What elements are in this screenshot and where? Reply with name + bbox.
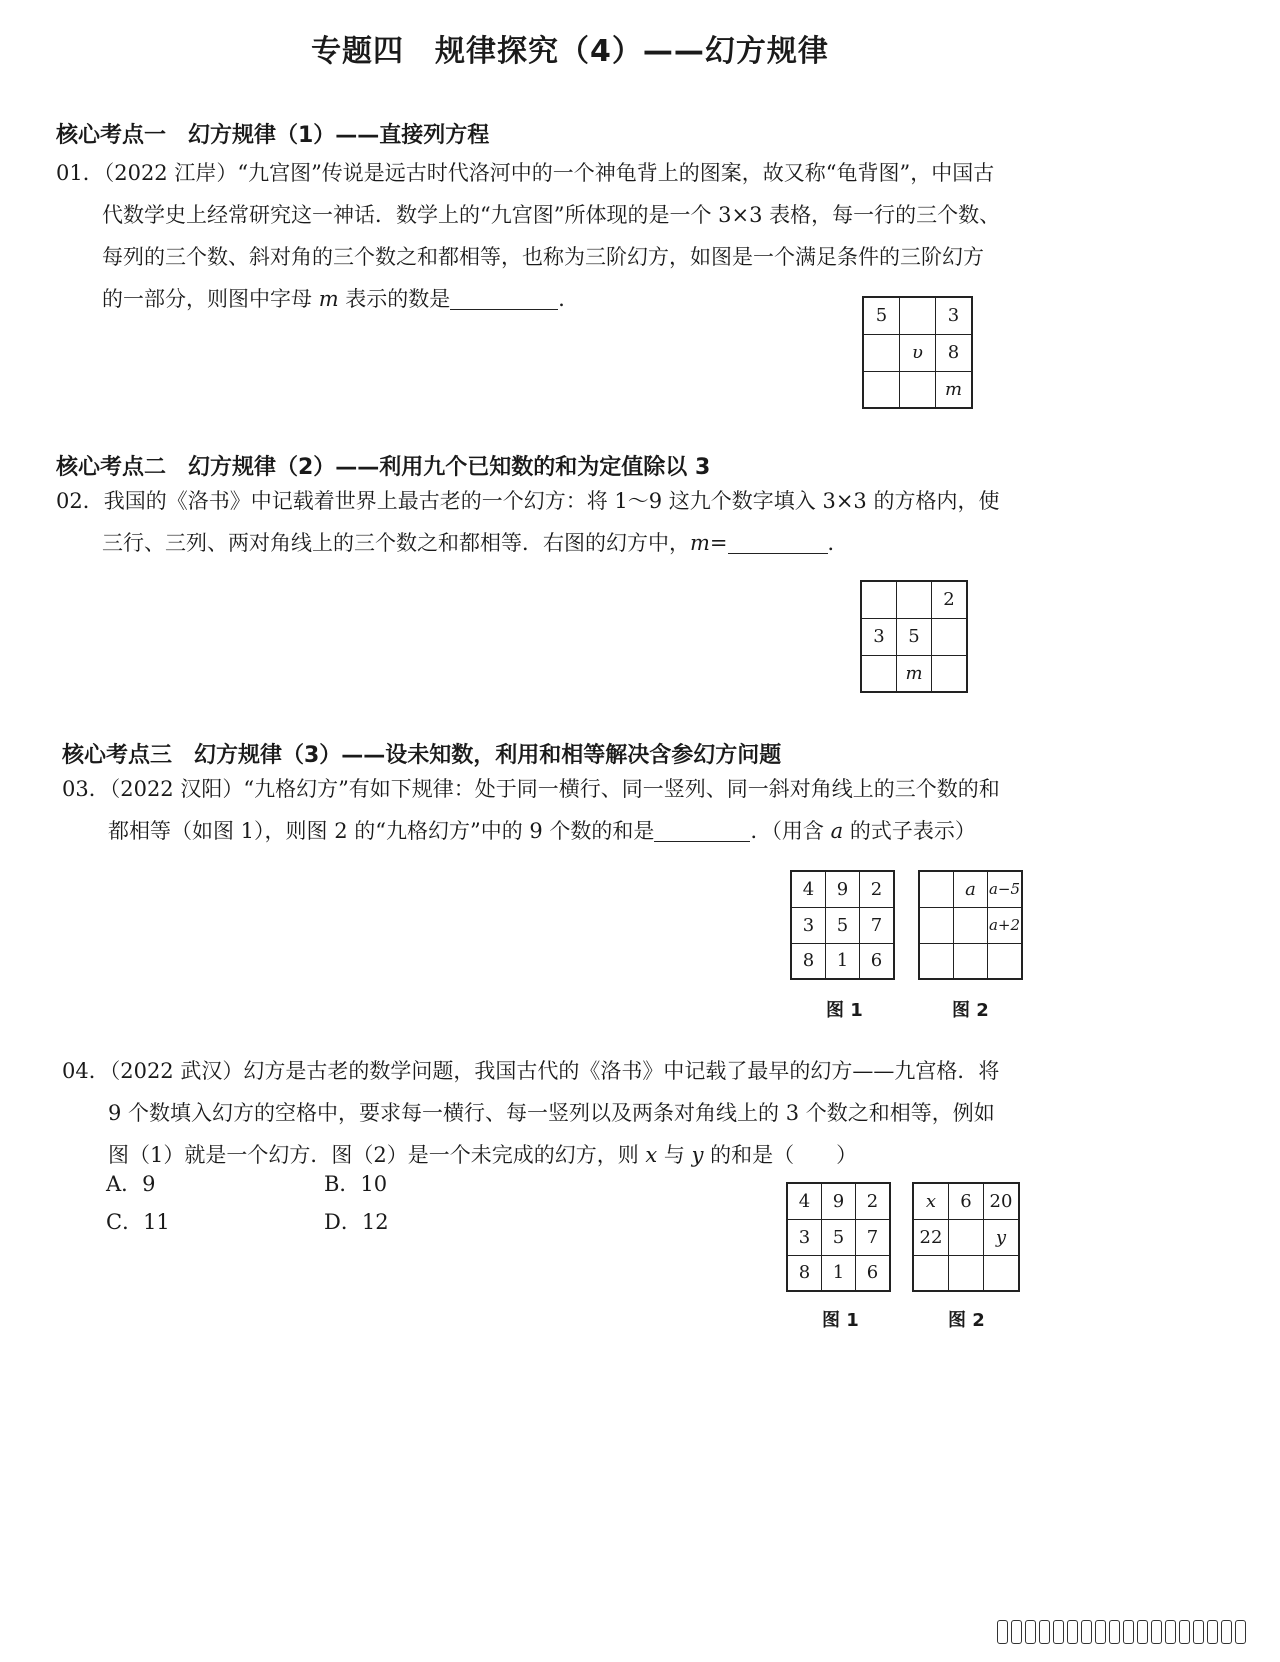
q3-line2: 都相等（如图 1），则图 2 的“九格幻方”中的 9 个数的和是 ．（用含 a 的式子表示）	[108, 819, 976, 843]
grid-cell: a−5	[988, 871, 1023, 907]
grid-cell: 1	[822, 1255, 856, 1291]
page-title: 专题四 规律探究（4）——幻方规律	[311, 34, 829, 69]
grid-cell	[919, 907, 954, 943]
bar-mark	[1165, 1620, 1176, 1644]
grid-cell	[861, 655, 897, 692]
grid-cell	[919, 871, 954, 907]
grid-cell: 2	[856, 1183, 891, 1219]
option-b[interactable]: B．10	[324, 1172, 388, 1196]
grid-cell: 5	[826, 907, 860, 943]
q2-line1: 02．我国的《洛书》中记载着世界上最古老的一个幻方：将 1～9 这九个数字填入 3×3 的方格内，使	[56, 489, 1000, 513]
section-heading-3: 核心考点三 幻方规律（3）——设未知数，利用和相等解决含参幻方问题	[62, 743, 782, 768]
grid-cell: y	[984, 1219, 1020, 1255]
section-heading-2: 核心考点二 幻方规律（2）——利用九个已知数的和为定值除以 3	[56, 455, 711, 480]
grid-cell	[984, 1255, 1020, 1291]
grid-cell: 3	[787, 1219, 822, 1255]
grid-cell	[932, 655, 968, 692]
grid-cell: υ	[900, 334, 936, 371]
q1-line3: 每列的三个数、斜对角的三个数之和都相等，也称为三阶幻方，如图是一个满足条件的三阶幻方	[102, 245, 984, 269]
scan-artifact-bars	[997, 1620, 1246, 1644]
grid-cell: 1	[826, 943, 860, 979]
bar-mark	[1025, 1620, 1036, 1644]
bar-mark	[1053, 1620, 1064, 1644]
grid-cell: 6	[949, 1183, 984, 1219]
grid-cell: 5	[897, 618, 932, 655]
grid-cell: 9	[826, 871, 860, 907]
grid-cell: 20	[984, 1183, 1020, 1219]
section-heading-1: 核心考点一 幻方规律（1）——直接列方程	[56, 123, 490, 148]
grid-cell: x	[913, 1183, 949, 1219]
bar-mark	[1137, 1620, 1148, 1644]
grid-cell: 8	[787, 1255, 822, 1291]
grid-cell	[919, 943, 954, 979]
grid-cell: 7	[860, 907, 895, 943]
grid-cell	[863, 371, 900, 408]
grid-cell	[900, 371, 936, 408]
grid-cell: 8	[936, 334, 973, 371]
q4-caption-2: 图 2	[948, 1310, 985, 1331]
q3-figure-2	[918, 870, 1023, 980]
grid-cell	[988, 943, 1023, 979]
bar-mark	[1039, 1620, 1050, 1644]
grid-cell	[863, 334, 900, 371]
grid-cell: 4	[791, 871, 826, 907]
grid-cell: 2	[860, 871, 895, 907]
q4-figure-2	[912, 1182, 1020, 1292]
grid-cell: 22	[913, 1219, 949, 1255]
grid-cell: a+2	[988, 907, 1023, 943]
question-03	[62, 768, 1082, 852]
grid-cell: 5	[822, 1219, 856, 1255]
grid-cell: m	[936, 371, 973, 408]
grid-cell: 3	[861, 618, 897, 655]
grid-cell	[954, 943, 988, 979]
grid-cell: 5	[863, 297, 900, 334]
grid-cell: 3	[791, 907, 826, 943]
bar-mark	[1151, 1620, 1162, 1644]
grid-cell	[932, 618, 968, 655]
answer-blank[interactable]	[654, 820, 750, 842]
grid-cell	[954, 907, 988, 943]
grid-cell	[913, 1255, 949, 1291]
answer-blank[interactable]	[728, 532, 828, 554]
q1-line1: 01．（2022 江岸）“九宫图”传说是远古时代洛河中的一个神龟背上的图案，故又称“龟背图”，中国古	[56, 161, 995, 185]
answer-blank[interactable]	[450, 288, 558, 310]
grid-cell: 6	[860, 943, 895, 979]
grid-cell: 9	[822, 1183, 856, 1219]
question-02	[56, 480, 1076, 564]
question-01	[56, 152, 1076, 320]
q2-magic-square	[860, 580, 968, 693]
bar-mark	[1067, 1620, 1078, 1644]
grid-cell: 7	[856, 1219, 891, 1255]
grid-cell	[949, 1255, 984, 1291]
question-04	[62, 1050, 1082, 1176]
grid-cell: m	[897, 655, 932, 692]
q3-caption-1: 图 1	[826, 1000, 863, 1021]
grid-cell: 3	[936, 297, 973, 334]
bar-mark	[1123, 1620, 1134, 1644]
bar-mark	[997, 1620, 1008, 1644]
q1-line4: 的一部分，则图中字母 m 表示的数是 ．	[102, 287, 580, 311]
q4-figure-1	[786, 1182, 891, 1292]
bar-mark	[1109, 1620, 1120, 1644]
grid-cell	[949, 1219, 984, 1255]
grid-cell: 4	[787, 1183, 822, 1219]
bar-mark	[1235, 1620, 1246, 1644]
bar-mark	[1193, 1620, 1204, 1644]
bar-mark	[1011, 1620, 1022, 1644]
q2-line2: 三行、三列、两对角线上的三个数之和都相等．右图的幻方中，m= ．	[102, 531, 849, 555]
option-c[interactable]: C．11	[106, 1210, 170, 1234]
bar-mark	[1081, 1620, 1092, 1644]
q1-magic-square	[862, 296, 973, 409]
option-d[interactable]: D．12	[324, 1210, 389, 1234]
q4-line1: 04．（2022 武汉）幻方是古老的数学问题，我国古代的《洛书》中记载了最早的幻方——九宫格．将	[62, 1059, 1000, 1083]
q4-line3: 图（1）就是一个幻方．图（2）是一个未完成的幻方，则 x 与 y 的和是（ ）	[108, 1143, 858, 1167]
grid-cell: a	[954, 871, 988, 907]
q4-line2: 9 个数填入幻方的空格中，要求每一横行、每一竖列以及两条对角线上的 3 个数之和相等，例如	[108, 1101, 995, 1125]
q3-figure-1	[790, 870, 895, 980]
bar-mark	[1207, 1620, 1218, 1644]
q3-caption-2: 图 2	[952, 1000, 989, 1021]
grid-cell: 2	[932, 581, 968, 618]
grid-cell	[900, 297, 936, 334]
bar-mark	[1095, 1620, 1106, 1644]
q4-caption-1: 图 1	[822, 1310, 859, 1331]
q3-line1: 03．（2022 汉阳）“九格幻方”有如下规律：处于同一横行、同一竖列、同一斜对角线上的三个数的和	[62, 777, 1000, 801]
option-a[interactable]: A．9	[106, 1172, 156, 1196]
grid-cell: 6	[856, 1255, 891, 1291]
bar-mark	[1179, 1620, 1190, 1644]
q1-line2: 代数学史上经常研究这一神话．数学上的“九宫图”所体现的是一个 3×3 表格，每一行的三个数、	[102, 203, 1001, 227]
bar-mark	[1221, 1620, 1232, 1644]
grid-cell	[861, 581, 897, 618]
grid-cell	[897, 581, 932, 618]
grid-cell: 8	[791, 943, 826, 979]
